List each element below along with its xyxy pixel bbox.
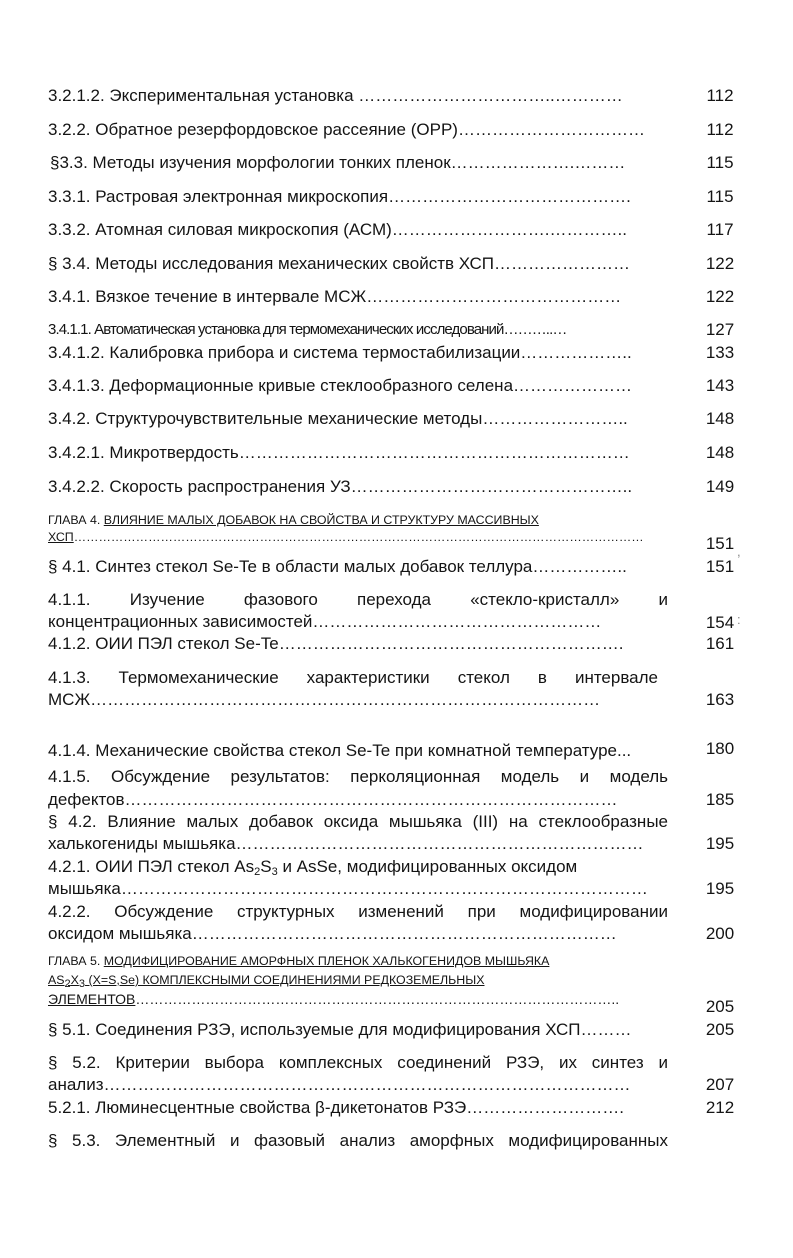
toc-entry-title: 4.1.5. Обсуждение результатов: перколяционная модель и модель xyxy=(48,767,668,786)
toc-page-number: 115 xyxy=(706,187,734,206)
toc-page-number: 149 xyxy=(705,477,735,496)
toc-page-number: 185 xyxy=(705,790,735,809)
toc-page-number: 205 xyxy=(705,1020,735,1039)
toc-entry-title-continued: концентрационных зависимостей…………………………………………… xyxy=(48,612,602,631)
toc-page-number: 151 xyxy=(705,557,735,576)
toc-entry-title-continued: мышьяка………………………………………………………………………………… xyxy=(48,879,648,898)
title-part: X xyxy=(70,973,79,987)
toc-entry-title: 3.3.2. Атомная силовая микроскопия (АСМ)……………………….………….. xyxy=(48,220,627,239)
toc-entry-title: § 5.2. Критерии выбора комплексных соединений РЗЭ, их синтез и xyxy=(48,1053,668,1072)
toc-entry-title: 3.4.1.3. Деформационные кривые стеклообразного селена………………… xyxy=(48,376,633,395)
toc-entry-title: § 5.1. Соединения РЗЭ, используемые для модифицирования ХСП……… xyxy=(48,1020,632,1039)
toc-entry-title: § 5.3. Элементный и фазовый анализ аморфных модифицированных xyxy=(48,1131,668,1150)
toc-entry-title-continued: оксидом мышьяка………………………………………………………………… xyxy=(48,924,617,943)
toc-page-number: 112 xyxy=(706,86,734,105)
toc-entry-title: 3.3.1. Растровая электронная микроскопия……………………………………. xyxy=(48,187,631,206)
toc-page-number: 148 xyxy=(705,443,735,462)
toc-page-number: 117 xyxy=(706,220,734,239)
toc-leader-dots: ………………………………………………………………………………………….. xyxy=(135,991,620,1007)
chapter-prefix: ГЛАВА 4. xyxy=(48,513,104,527)
toc-page-number: 148 xyxy=(705,409,735,428)
toc-entry-title: 3.2.1.2. Экспериментальная установка ……………………………..………… xyxy=(48,86,623,105)
scan-mark: : xyxy=(737,612,741,627)
title-part: 4.2.1. ОИИ ПЭЛ стекол As xyxy=(48,857,255,876)
toc-entry-title: § 4.2. Влияние малых добавок оксида мышьяка (III) на стеклообразные xyxy=(48,812,668,831)
toc-entry-title-continued: анализ………………………………………………………………………………… xyxy=(48,1075,631,1094)
toc-entry-title: 4.2.2. Обсуждение структурных изменений при модифицировании xyxy=(48,902,668,921)
toc-entry-title: 3.4.2. Структурочувствительные механические методы…………………….. xyxy=(48,409,628,428)
chapter-title: МОДИФИЦИРОВАНИЕ АМОРФНЫХ ПЛЕНОК ХАЛЬКОГЕНИДОВ МЫШЬЯКА xyxy=(103,954,550,968)
toc-page-number: 154 xyxy=(705,613,735,632)
toc-entry-title-continued: халькогениды мышьяка……………………………………………………………… xyxy=(48,834,644,853)
toc-entry-title: 5.2.1. Люминесцентные свойства β-дикетонатов РЗЭ………………………. xyxy=(48,1098,624,1117)
toc-page-number: 205 xyxy=(705,997,735,1016)
chapter-title: ВЛИЯНИЕ МАЛЫХ ДОБАВОК НА СВОЙСТВА И СТРУКТУРУ МАССИВНЫХ xyxy=(103,513,539,527)
toc-entry-title: § 3.4. Методы исследования механических свойств ХСП…………………… xyxy=(48,254,631,273)
subscript: 3 xyxy=(271,866,278,878)
toc-page-number: 163 xyxy=(705,690,735,709)
toc-entry-title: 4.1.2. ОИИ ПЭЛ стекол Se-Te……………………………………………………. xyxy=(48,634,624,653)
toc-entry-title: 3.4.1.1. Автоматическая установка для термомеханических исследований………..… xyxy=(48,321,567,338)
toc-page-number: 115 xyxy=(706,153,734,172)
subscript: 2 xyxy=(254,866,261,878)
subscript: 2 xyxy=(64,978,71,990)
toc-page-number: 195 xyxy=(705,879,735,898)
title-part: AS xyxy=(48,973,65,987)
toc-entry-title: § 4.1. Синтез стекол Se-Te в области малых добавок теллура…………….. xyxy=(48,557,627,576)
toc-page-number: 161 xyxy=(705,634,735,653)
toc-entry-title xyxy=(48,856,673,878)
toc-entry-title: §3.3. Методы изучения морфологии тонких пленок………………….……… xyxy=(50,153,626,172)
toc-entry-title: 3.4.2.1. Микротвердость…………………………………………………………… xyxy=(48,443,630,462)
subscript: 3 xyxy=(78,978,86,990)
toc-entry-title: 4.1.1. Изучение фазового перехода «стекло-кристалл» и xyxy=(48,590,668,609)
chapter-title-continued: ЭЛЕМЕНТОВ xyxy=(48,991,136,1007)
toc-page-number: 127 xyxy=(705,320,735,339)
toc-page-number: 122 xyxy=(705,254,735,273)
toc-entry-title: 3.4.1.2. Калибровка прибора и система термостабилизации……………….. xyxy=(48,343,632,362)
toc-page-number: 143 xyxy=(705,376,735,395)
toc-entry-title: 3.2.2. Обратное резерфордовское рассеяние (ОРР)…………………………… xyxy=(48,120,645,139)
title-part: и AsSe, модифицированных оксидом xyxy=(277,857,578,876)
toc-entry-title: 3.4.1. Вязкое течение в интервале МСЖ……………………………………… xyxy=(48,287,622,306)
toc-leader-dots: ………………………………………………………………………………………………………………………… xyxy=(73,530,644,544)
toc-entry-title-continued: МСЖ……………………………………………………………………………… xyxy=(48,690,601,709)
title-part: S xyxy=(260,857,272,876)
toc-page-number: 122 xyxy=(705,287,735,306)
toc-page-number: 207 xyxy=(705,1075,735,1094)
chapter-heading-line xyxy=(48,526,673,548)
toc-entry-title-continued: дефектов…………………………………………………………………………… xyxy=(48,790,618,809)
toc-page-number: 195 xyxy=(705,834,735,853)
title-part: (X=S,Se) КОМПЛЕКСНЫМИ СОЕДИНЕНИЯМИ РЕДКОЗЕМЕЛЬНЫХ xyxy=(85,973,485,987)
toc-entry-title: 4.1.4. Механические свойства стекол Se-Te при комнатной температуре... xyxy=(48,741,632,760)
toc-page-number: 112 xyxy=(706,120,734,139)
toc-page-number: 200 xyxy=(705,924,735,943)
chapter-prefix: ГЛАВА 5. xyxy=(48,954,104,968)
toc-entry-title: 4.1.3. Термомеханические характеристики стекол в интервале xyxy=(48,668,658,687)
toc-page-number: 212 xyxy=(705,1098,735,1117)
scan-mark: , xyxy=(737,544,741,559)
toc-entry-title: 3.4.2.2. Скорость распространения УЗ………………………………………….. xyxy=(48,477,633,496)
toc-page-number: 180 xyxy=(705,739,735,758)
chapter-heading-line xyxy=(48,988,673,1010)
toc-page-number: 133 xyxy=(705,343,735,362)
chapter-title-continued: ХСП xyxy=(48,530,74,544)
toc-page-number: 151 xyxy=(705,534,735,553)
